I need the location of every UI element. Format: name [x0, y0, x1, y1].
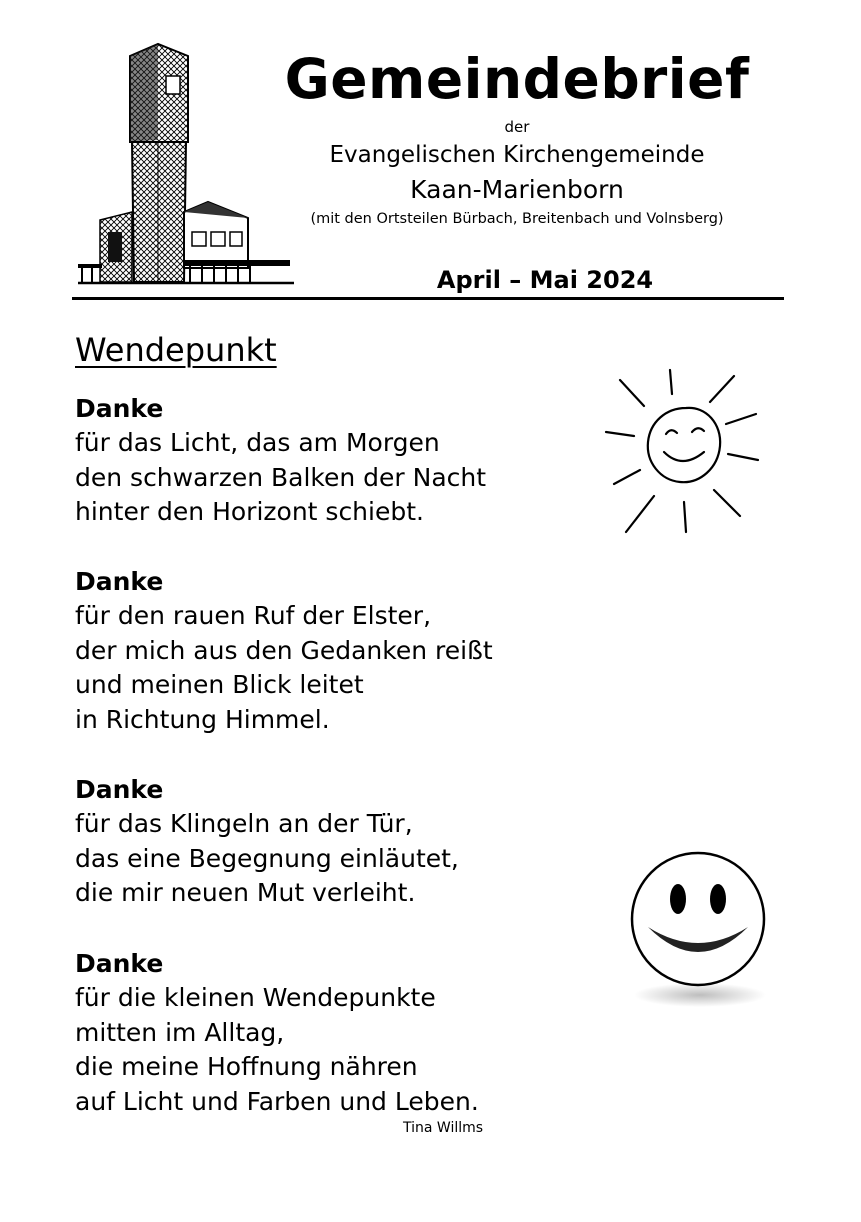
- poem-stanza: [75, 773, 459, 911]
- poem-author: Tina Willms: [403, 1120, 484, 1136]
- sun-icon: [600, 362, 770, 540]
- stanza-line: hinter den Horizont schiebt.: [75, 497, 424, 526]
- stanza-line: für den rauen Ruf der Elster,: [75, 601, 432, 630]
- poem-stanza: [75, 565, 493, 737]
- stanza-line: mitten im Alltag,: [75, 1017, 285, 1047]
- stanza-line: die meine Hoffnung nähren: [75, 1052, 418, 1081]
- stanza-line: in Richtung Himmel.: [75, 704, 330, 734]
- issue-date: April – Mai 2024: [436, 266, 654, 294]
- stanza-line: das eine Begegnung einläutet,: [75, 843, 459, 873]
- poem-title: Wendepunkt: [75, 331, 277, 369]
- header-place: Kaan-Marienborn: [410, 175, 624, 204]
- header-divider: [72, 297, 784, 300]
- newsletter-title: Gemeindebrief: [284, 47, 750, 111]
- stanza-heading: Danke: [75, 775, 164, 804]
- stanza-line: für das Klingeln an der Tür,: [75, 809, 413, 838]
- stanza-line: auf Licht und Farben und Leben.: [75, 1086, 479, 1116]
- stanza-line: für die kleinen Wendepunkte: [75, 983, 436, 1012]
- poem-stanza: [75, 392, 486, 530]
- header-der: der: [504, 118, 530, 136]
- stanza-line: den schwarzen Balken der Nacht: [75, 462, 487, 492]
- stanza-line: der mich aus den Gedanken reißt: [75, 635, 493, 665]
- stanza-heading: Danke: [75, 949, 164, 978]
- header-organization: Evangelischen Kirchengemeinde: [329, 142, 705, 168]
- smiley-icon: [618, 845, 778, 1015]
- poem-stanza: [75, 947, 479, 1119]
- header-districts: (mit den Ortsteilen Bürbach, Breitenbach und Volnsberg): [310, 211, 724, 227]
- stanza-line: und meinen Blick leitet: [75, 670, 364, 699]
- stanza-line: für das Licht, das am Morgen: [75, 428, 440, 457]
- stanza-line: die mir neuen Mut verleiht.: [75, 878, 416, 907]
- stanza-heading: Danke: [75, 394, 164, 423]
- stanza-heading: Danke: [75, 567, 164, 596]
